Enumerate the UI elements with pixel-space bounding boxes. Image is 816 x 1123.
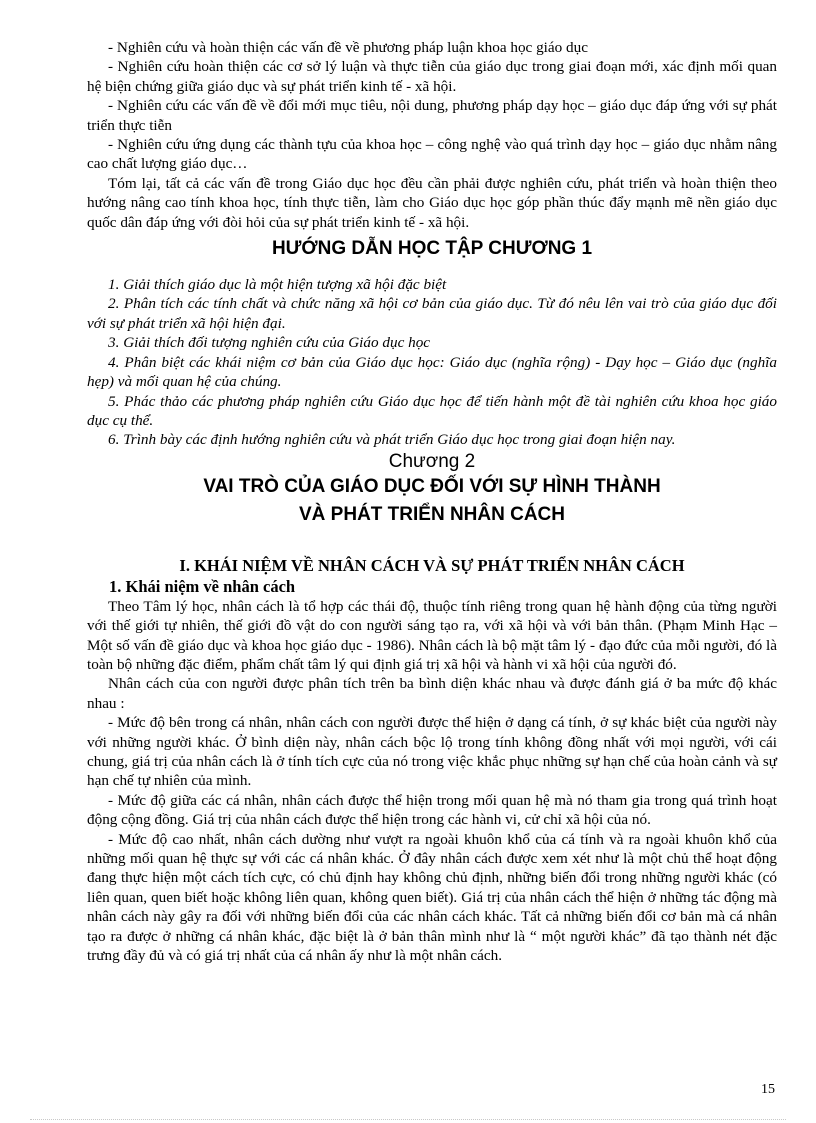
chapter-label: Chương 2 <box>388 450 476 472</box>
guide-item-text: 2. Phân tích các tính chất và chức năng xã hội cơ bản của giáo dục. Từ đó nêu lên vai trò của giáo dục đối với sự phát triển xã hội hiện đại. <box>87 295 777 332</box>
guide-title: HƯỚNG DẪN HỌC TẬP CHƯƠNG 1 <box>271 238 593 260</box>
guide-item-text: 6. Trình bày các định hướng nghiên cứu và phát triển Giáo dục học trong giai đoạn hiện nay. <box>108 431 676 449</box>
guide-list <box>87 275 777 450</box>
chapter-title-line-2: VÀ PHÁT TRIỂN NHÂN CÁCH <box>299 503 565 525</box>
body-paragraph-3: - Mức độ bên trong cá nhân, nhân cách con người được thể hiện ở dạng cá tính, ở sự khác biệt của người này với những người khác. Ở bình diện này, nhân cách bộc lộ trong tính không đồng nhất với mọi người, với cái chung, giá trị của nhân cách là ở tính tích cực của nó trong việc khắc phục những sự hạn chế của hoàn cảnh và sự hạn chế tự nhiên của mình. <box>87 714 777 790</box>
document-page <box>87 38 777 965</box>
body-paragraph-4: - Mức độ giữa các cá nhân, nhân cách được thể hiện trong mối quan hệ mà nó tham gia trong quá trình hoạt động cộng đồng. Giá trị của nhân cách được thể hiện trong các hành vi, cử chỉ xã hội của nó. <box>87 791 777 829</box>
guide-item-3 <box>87 333 777 352</box>
guide-item-text: 3. Giải thích đối tượng nghiên cứu của Giáo dục học <box>108 334 431 352</box>
guide-item-6 <box>87 430 777 449</box>
intro-paragraph-3: - Nghiên cứu các vấn đề về đổi mới mục tiêu, nội dung, phương pháp dạy học – giáo dục đáp ứng với sự phát triển thực tiễn <box>87 97 777 134</box>
guide-item-text: 4. Phân biệt các khái niệm cơ bản của Giáo dục học: Giáo dục (nghĩa rộng) - Dạy học – Giáo dục (nghĩa hẹp) và mối quan hệ của chúng. <box>87 353 777 391</box>
guide-item-1 <box>87 275 777 294</box>
guide-item-text: 5. Phác thảo các phương pháp nghiên cứu Giáo dục học để tiến hành một đề tài nghiên cứu khoa học giáo dục cụ thể. <box>87 392 777 429</box>
body-paragraph-1: Theo Tâm lý học, nhân cách là tổ hợp các thái độ, thuộc tính riêng trong quan hệ hành động của từng người với thế giới tự nhiên, thế giới đồ vật do con người sáng tạo ra, với xã hội và với bản thân. (Phạm Minh Hạc – Một số vấn đề giáo dục và khoa học giáo dục - 1986). Nhân cách là bộ mặt tâm lý - đạo đức của mỗi người, đó là toàn bộ những đặc điểm, phẩm chất tâm lý qui định giá trị xã hội và hành vi xã hội của người đó. <box>87 597 777 673</box>
guide-item-5 <box>87 392 777 431</box>
subsection-title: 1. Khái niệm về nhân cách <box>109 576 296 596</box>
intro-paragraph-5: Tóm lại, tất cả các vấn đề trong Giáo dục học đều cần phải được nghiên cứu, phát triển và hoàn thiện theo hướng nâng cao tính khoa học, tính thực tiễn, làm cho Giáo dục học góp phần thúc đẩy mạnh mẽ nền giáo dục quốc dân đáp ứng với đòi hỏi của sự phát triển kinh tế - xã hội. <box>87 174 777 231</box>
intro-paragraph-4: - Nghiên cứu ứng dụng các thành tựu của khoa học – công nghệ vào quá trình dạy học – giáo dục nhằm nâng cao chất lượng giáo dục… <box>87 136 777 173</box>
guide-item-2 <box>87 294 777 333</box>
section-title: I. KHÁI NIỆM VỀ NHÂN CÁCH VÀ SỰ PHÁT TRIỂN NHÂN CÁCH <box>179 555 685 575</box>
intro-paragraph-1: - Nghiên cứu và hoàn thiện các vấn đề về phương pháp luận khoa học giáo dục <box>108 39 588 56</box>
intro-paragraph-2: - Nghiên cứu hoàn thiện các cơ sở lý luận và thực tiễn của giáo dục trong giai đoạn mới, xác định mối quan hệ biện chứng giữa giáo dục và sự phát triển kinh tế - xã hội. <box>87 58 777 95</box>
guide-item-4 <box>87 353 777 392</box>
body-paragraph-5: - Mức độ cao nhất, nhân cách dường như vượt ra ngoài khuôn khổ của cá tính và ra ngoài khuôn khổ của những mối quan hệ thực sự với các cá nhân khác. Ở đây nhân cách được xem xét như là một chủ thể hoạt động đang thực hiện một cách tích cực, có chủ định hay không chủ định, những biến đổi trong những người khác (có liên quan, quen biết hoặc không liên quan, không quen biết). Giá trị của nhân cách thể hiện ở những tác động mà nhân cách này gây ra đối với những biến đổi của các nhân cách khác. Tất cả những biến đổi cơ bản mà cá nhân tạo ra được ở những cá nhân khác, đặc biệt là ở bản thân mình như là “ một người khác” đã tạo thành nét đặc trưng đầy đủ và có giá trị nhất của cá nhân ấy như là một nhân cách. <box>87 830 777 965</box>
guide-item-text: 1. Giải thích giáo dục là một hiện tượng xã hội đặc biệt <box>108 276 447 294</box>
chapter-title-line-1: VAI TRÒ CỦA GIÁO DỤC ĐỐI VỚI SỰ HÌNH THÀNH <box>203 475 661 497</box>
footer-divider <box>30 1119 786 1120</box>
page-number: 15 <box>761 1082 775 1097</box>
body-paragraph-2: Nhân cách của con người được phân tích trên ba bình diện khác nhau và được đánh giá ở ba mức độ khác nhau : <box>87 675 777 712</box>
